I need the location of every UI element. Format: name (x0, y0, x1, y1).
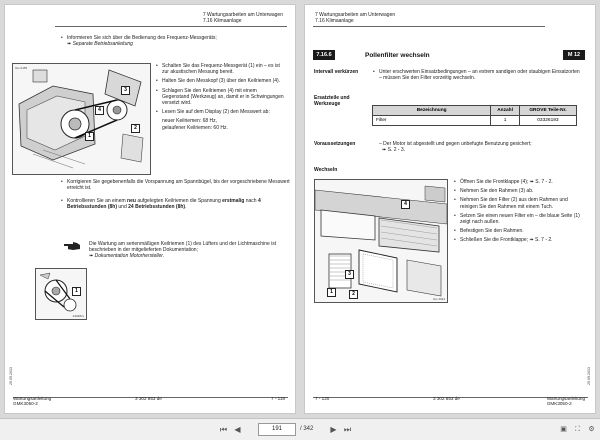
section-title: Pollenfilter wechseln (365, 52, 430, 59)
footer-left (13, 396, 51, 407)
intervall-bullet: • Unter erschwerten Einsatzbedingungen – an extrem sandigen oder staubigen Einsatzorten – müssen Sie den Filter vorzeitig wechseln. (372, 69, 582, 81)
col-anzahl: Anzahl (491, 106, 520, 116)
vorauss-text (372, 141, 582, 153)
figure-code: 34048xx (72, 314, 84, 318)
footer-manual: Wartungsanleitung (13, 395, 52, 401)
step-5: • Befestigen Sie den Rahmen. (453, 228, 585, 234)
label-wechseln: Wechseln (314, 167, 338, 173)
footer-pagenum: 7 - 119 (271, 396, 285, 402)
intro-bullet (60, 35, 287, 47)
header-chapter: 7 Wartungsarbeiten am Unterwagen (315, 12, 396, 18)
control-text-4: und (117, 204, 129, 211)
ref-arrow-icon: ➠ (382, 147, 388, 154)
control-first: erstmalig (222, 198, 245, 204)
callout-4: 4 (95, 106, 104, 115)
first-page-button[interactable]: ⏮ (219, 425, 228, 434)
ref-arrow-icon: ➠ (89, 253, 95, 260)
label-intervall: Intervall verkürzen (314, 69, 359, 75)
settings-icon[interactable]: ⚙ (588, 426, 595, 433)
page-120 (304, 4, 596, 414)
pollen-filter-illustration (315, 180, 447, 302)
maintenance-badge: M 12 (563, 50, 585, 60)
callout-1: 1 (85, 132, 94, 141)
footer-model: GMK3050-2 (546, 401, 572, 407)
table-row (373, 116, 577, 126)
callout-4: 4 (401, 200, 410, 209)
label-ersatzteile-2: Werkzeuge (314, 101, 341, 107)
footer-model: GMK3050-2 (13, 401, 38, 407)
header-section: 7.16 Klimaanlage (315, 18, 354, 24)
table-header-row (373, 106, 577, 116)
page-header (315, 12, 395, 24)
footer-pagenum: 7 - 120 (315, 396, 330, 402)
callout-3: 3 (121, 86, 130, 95)
next-page-button[interactable]: ▶ (330, 425, 337, 434)
note-ref: Dokumentation Motorhersteller. (94, 253, 165, 260)
step-4: • Lesen Sie auf dem Display (2) den Messwert ab: (155, 109, 285, 115)
viewer-toolbar (0, 418, 600, 440)
note-body: Die Wartung am serienmäßigen Keilriemen (1) des Lüfters und der Lichtmaschine ist beschrieben in der mitgelieferten Dokumentation; (89, 241, 277, 254)
page-119 (4, 4, 296, 414)
last-page-button[interactable]: ⏭ (343, 425, 352, 434)
footer-docnum: 3 302 853 de (433, 396, 460, 402)
page-number-input[interactable] (258, 423, 296, 436)
page-header (203, 12, 283, 24)
side-date-code: 25.09.2013 (587, 367, 591, 385)
intro-text: Informieren Sie sich über die Bedienung des Frequenz-Messgeräts; (67, 35, 217, 41)
step-6: • Schließen Sie die Frontklappe; ➠ S. 7 - 2. (453, 237, 585, 243)
value-new-belt: neuer Keilriemen: 68 Hz, (162, 118, 218, 125)
step-1: • Öffnen Sie die Frontklappe (4); ➠ S. 7 - 2. (453, 179, 585, 185)
side-date-code: 25.09.2013 (9, 367, 13, 385)
control-text-5: . (185, 204, 187, 211)
step-2: • Nehmen Sie den Rahmen (3) ab. (453, 188, 585, 194)
header-chapter: 7 Wartungsarbeiten am Unterwagen (202, 12, 283, 18)
cell-bezeichnung: Filter (373, 116, 491, 126)
prev-page-button[interactable]: ◀ (234, 425, 241, 434)
callout-3: 3 (345, 270, 354, 279)
vorauss-ref: S. 2 - 3. (387, 147, 406, 154)
figure-code: 3xx 0456 (15, 66, 28, 70)
vorauss-line: – Der Motor ist abgestellt und gegen unbefugte Benutzung gesichert; (379, 141, 532, 147)
callout-2: 2 (349, 290, 358, 299)
fit-page-icon[interactable]: ▣ (560, 426, 567, 433)
step-1: • Schalten Sie das Frequenz-Messgerät (1) ein – es ist zur akustischen Messung bereit. (155, 63, 285, 75)
correct-bullet: • Korrigieren Sie gegebenenfalls die Vorspannung am Spannbügel, bis der vorgeschriebene Messwert erreicht ist. (60, 179, 292, 191)
control-text-2: aufgelegten Keilriemen die Spannung (135, 198, 223, 204)
header-rule (55, 26, 287, 27)
footer-docnum: 3 302 853 de (135, 396, 162, 402)
control-bullet (60, 198, 292, 210)
label-ersatzteile-1: Ersatzteile und (314, 95, 350, 101)
steps-list (155, 63, 285, 131)
control-hours-2: 24 Betriebsstunden (8h) (128, 204, 186, 211)
figure-belt-measurement (12, 63, 151, 175)
engine-belt-illustration (13, 64, 150, 174)
pointing-hand-icon (63, 241, 81, 251)
figure-pollen-filter (314, 179, 448, 303)
note-text (89, 241, 285, 260)
col-teilenr: GROVE Teile-Nr. (519, 106, 576, 116)
intro-ref: Separate Betriebsanleitung (72, 41, 133, 48)
step-2: • Halten Sie den Messkopf (3) über den Keilriemen (4). (155, 78, 285, 84)
step-4: • Setzen Sie einen neuen Filter ein – die blaue Seite (1) zeigt nach außen. (453, 213, 585, 225)
cell-teilenr: 03326193 (519, 116, 576, 126)
section-heading (313, 50, 585, 61)
footer-manual: Wartungsanleitung (546, 395, 585, 401)
intervall-text (372, 69, 582, 81)
section-number: 7.16.6 (313, 50, 335, 60)
vorauss-body: Der Motor ist abgestellt und gegen unbefugte Benutzung gesichert; (383, 141, 532, 147)
header-section: 7.16 Klimaanlage (202, 18, 242, 24)
control-new: neu (127, 198, 136, 204)
col-bezeichnung: Bezeichnung (373, 106, 491, 116)
ref-arrow-icon: ➠ (67, 41, 73, 48)
figure-code: 3xx 2044 (432, 297, 445, 301)
value-used-belt: gelaufener Keilriemen: 60 Hz. (162, 124, 228, 131)
callout-1: 1 (327, 288, 336, 297)
vorauss-ref-line (372, 147, 582, 153)
figure-fan-belt (35, 268, 87, 320)
footer-right (547, 396, 585, 407)
parts-table (372, 105, 577, 126)
label-voraussetzungen: Voraussetzungen (314, 141, 356, 147)
label-ersatzteile (314, 95, 350, 107)
control-hours-1: 4 Betriebsstunden (8h) (67, 198, 261, 211)
callout-1: 1 (72, 287, 81, 296)
fullscreen-icon[interactable]: ⛶ (575, 426, 580, 433)
control-text-3: nach (244, 198, 258, 204)
step-3: • Nehmen Sie den Filter (2) aus dem Rahmen und reinigen Sie den Rahmen mit einem Tuch. (453, 197, 585, 209)
callout-2: 2 (131, 124, 140, 133)
wechseln-steps (453, 179, 585, 247)
control-text-1: Kontrollieren Sie an einem (67, 198, 128, 204)
page-total: / 342 (300, 426, 314, 432)
cell-anzahl: 1 (491, 116, 520, 126)
header-rule (313, 26, 545, 27)
step-3: • Schlagen Sie den Keilriemen (4) mit einem Gegenstand (Werkzeug) an, damit er in Schwingungen versetzt wird. (155, 88, 285, 107)
